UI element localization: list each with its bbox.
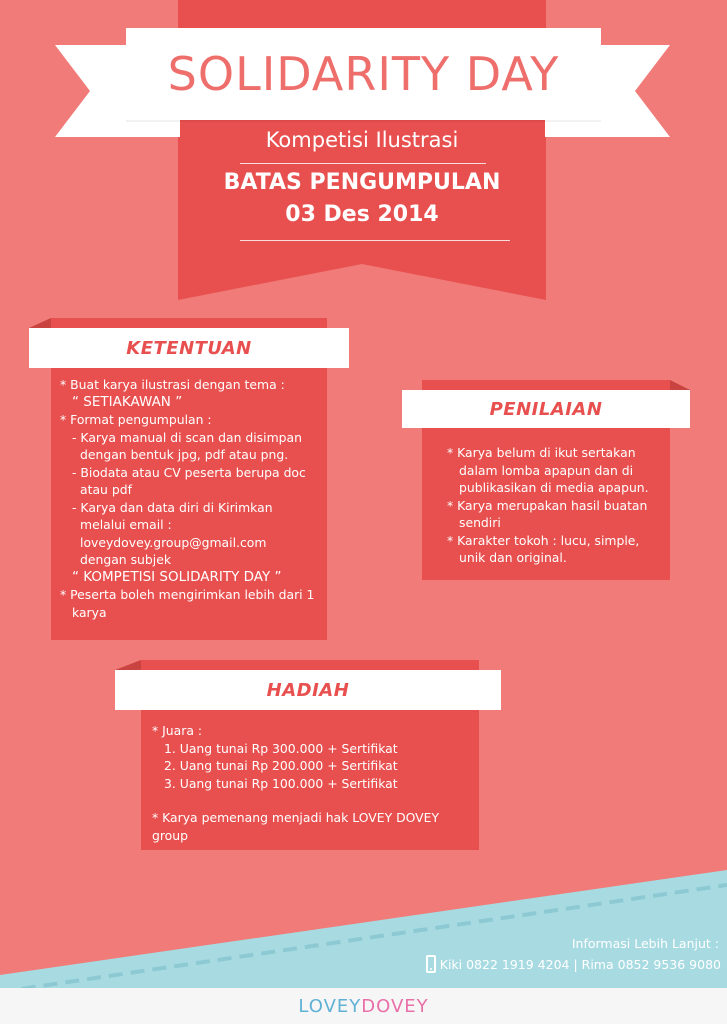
list-item: publikasikan di media apapun. [459,480,649,495]
page-title: SOLIDARITY DAY [167,47,560,101]
info-title: Informasi Lebih Lanjut : [571,936,719,951]
email-address: loveydovey.group@gmail.com [80,534,267,550]
contact-row [426,955,721,973]
list-item: sendiri [459,515,501,530]
logo [298,996,428,1017]
list-item: * Peserta boleh mengirimkan lebih dari 1 [60,587,315,602]
list-item: * Karya merupakan hasil buatan [447,497,648,513]
list-item: * Juara : [152,723,203,738]
list-item: * Buat karya ilustrasi dengan tema : [60,377,285,392]
prize-first: 1. Uang tunai Rp 300.000 + Sertifikat [164,740,398,756]
contact-text: Kiki 0822 1919 4204 | Rima 0852 9536 9080 [439,956,721,972]
phone-icon [426,955,436,973]
list-item: * Karya pemenang menjadi hak LOVEY DOVEY group [152,810,440,843]
list-item: * Format pengumpulan : [60,412,212,427]
list-item: - Karya manual di scan dan disimpan [72,429,302,445]
list-item: “ SETIAKAWAN ” [72,393,183,410]
deadline-date: 03 Des 2014 [285,202,439,227]
list-item: dengan subjek [80,552,172,567]
list-item: unik dan original. [459,550,567,565]
deadline-label: BATAS PENGUMPULAN [223,170,501,195]
logo-part-dovey: DOVEY [361,995,429,1017]
prize-third: 3. Uang tunai Rp 100.000 + Sertifikat [164,775,398,791]
list-item: * Karakter tokoh : lucu, simple, [447,532,640,548]
penilaian-label: PENILAIAN [489,398,603,420]
logo-part-lovey: LOVEY [298,995,362,1017]
list-item: “ KOMPETISI SOLIDARITY DAY ” [72,568,282,585]
subtitle: Kompetisi Ilustrasi [265,128,459,152]
list-item: melalui email : [80,517,172,532]
ketentuan-label: KETENTUAN [126,337,252,359]
list-item: karya [72,604,107,620]
prize-second: 2. Uang tunai Rp 200.000 + Sertifikat [164,758,398,773]
list-item: atau pdf [80,482,132,497]
list-item: - Karya dan data diri di Kirimkan [72,499,273,515]
list-item: dengan bentuk jpg, pdf atau png. [80,447,289,462]
footer-bar [0,988,727,1024]
list-item: dalam lomba apapun dan di [459,462,634,478]
hadiah-label: HADIAH [266,679,350,701]
list-item: * Karya belum di ikut sertakan [447,445,636,460]
list-item: - Biodata atau CV peserta berupa doc [72,464,306,480]
